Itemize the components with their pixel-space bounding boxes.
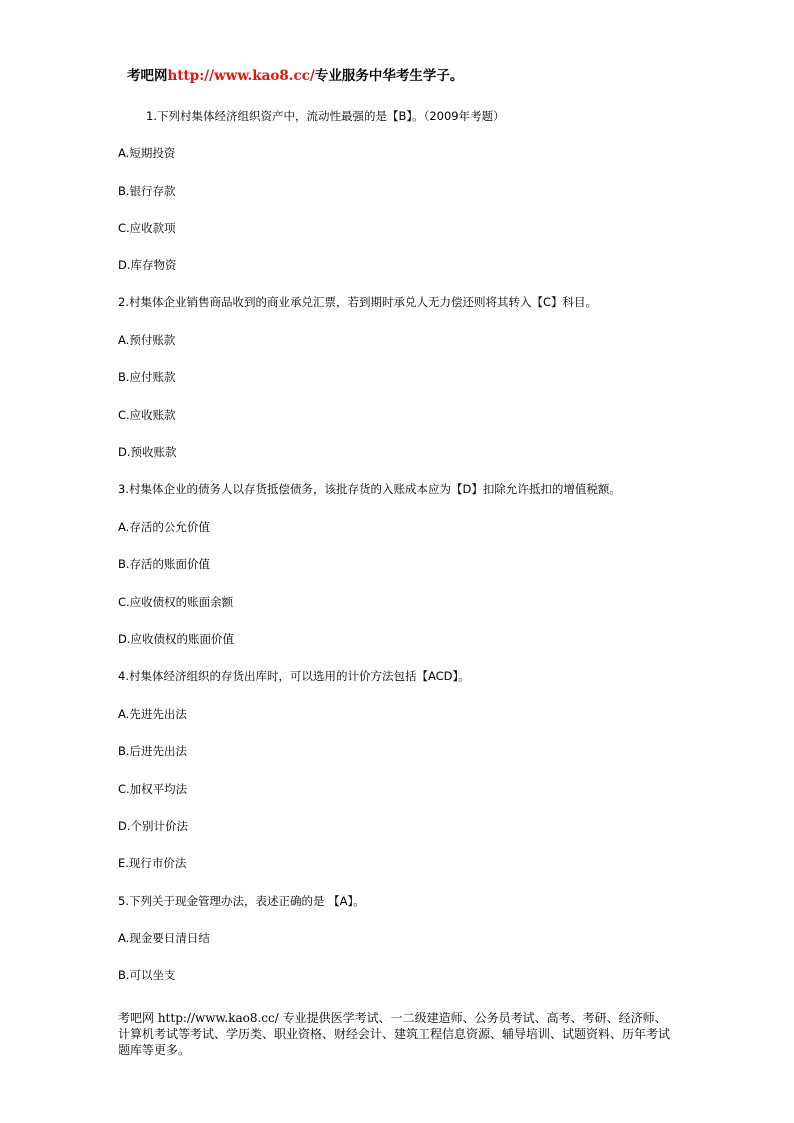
option-q4-b: B.后进先出法 [118,744,188,758]
option-q1-b: B.银行存款 [118,184,176,198]
option-q2-d: D.预收账款 [118,445,177,459]
option-q1-c: C.应收款项 [118,221,176,235]
page-footer: 考吧网 http://www.kao8.cc/ 专业提供医学考试、一二级建造师、公务员考试、高考、考研、经济师、计算机考试等考试、学历类、职业资格、财经会计、建筑工程信息资源、辅导培训、试题资料、历年考试题库等更多。 [118,1011,671,1057]
option-q2-b: B.应付账款 [118,370,176,384]
site-slogan: 专业服务中华考生学子。 [314,68,464,84]
option-q3-b: B.存活的账面价值 [118,557,211,571]
option-q3-a: A.存活的公允价值 [118,520,210,534]
site-name: 考吧网 [127,68,168,84]
option-q2-a: A.预付账款 [118,333,176,347]
option-q3-c: C.应收债权的账面余额 [118,595,234,609]
question-2: 2.村集体企业销售商品收到的商业承兑汇票，若到期时承兑人无力偿还则将其转入【C】科目。 [118,295,597,309]
option-q4-c: C.加权平均法 [118,782,188,796]
question-4: 4.村集体经济组织的存货出库时，可以选用的计价方法包括【ACD】。 [118,669,470,683]
page-header [127,64,463,84]
option-q3-d: D.应收债权的账面价值 [118,632,235,646]
question-3: 3.村集体企业的债务人以存货抵偿债务，该批存货的入账成本应为【D】扣除允许抵扣的增值税额。 [118,482,621,496]
option-q4-d: D.个别计价法 [118,819,189,833]
question-5: 5.下列关于现金管理办法，表述正确的是 【A】。 [118,894,365,908]
option-q4-e: E.现行市价法 [118,856,187,870]
option-q2-c: C.应收账款 [118,408,176,422]
option-q1-a: A.短期投资 [118,146,176,160]
option-q4-a: A.先进先出法 [118,707,187,721]
site-url-link[interactable]: http://www.kao8.cc/ [167,68,315,84]
option-q5-b: B.可以坐支 [118,968,176,982]
question-1: 1.下列村集体经济组织资产中，流动性最强的是【B】。（2009年考题） [146,109,505,123]
option-q1-d: D.库存物资 [118,258,177,272]
option-q5-a: A.现金要日清日结 [118,931,210,945]
